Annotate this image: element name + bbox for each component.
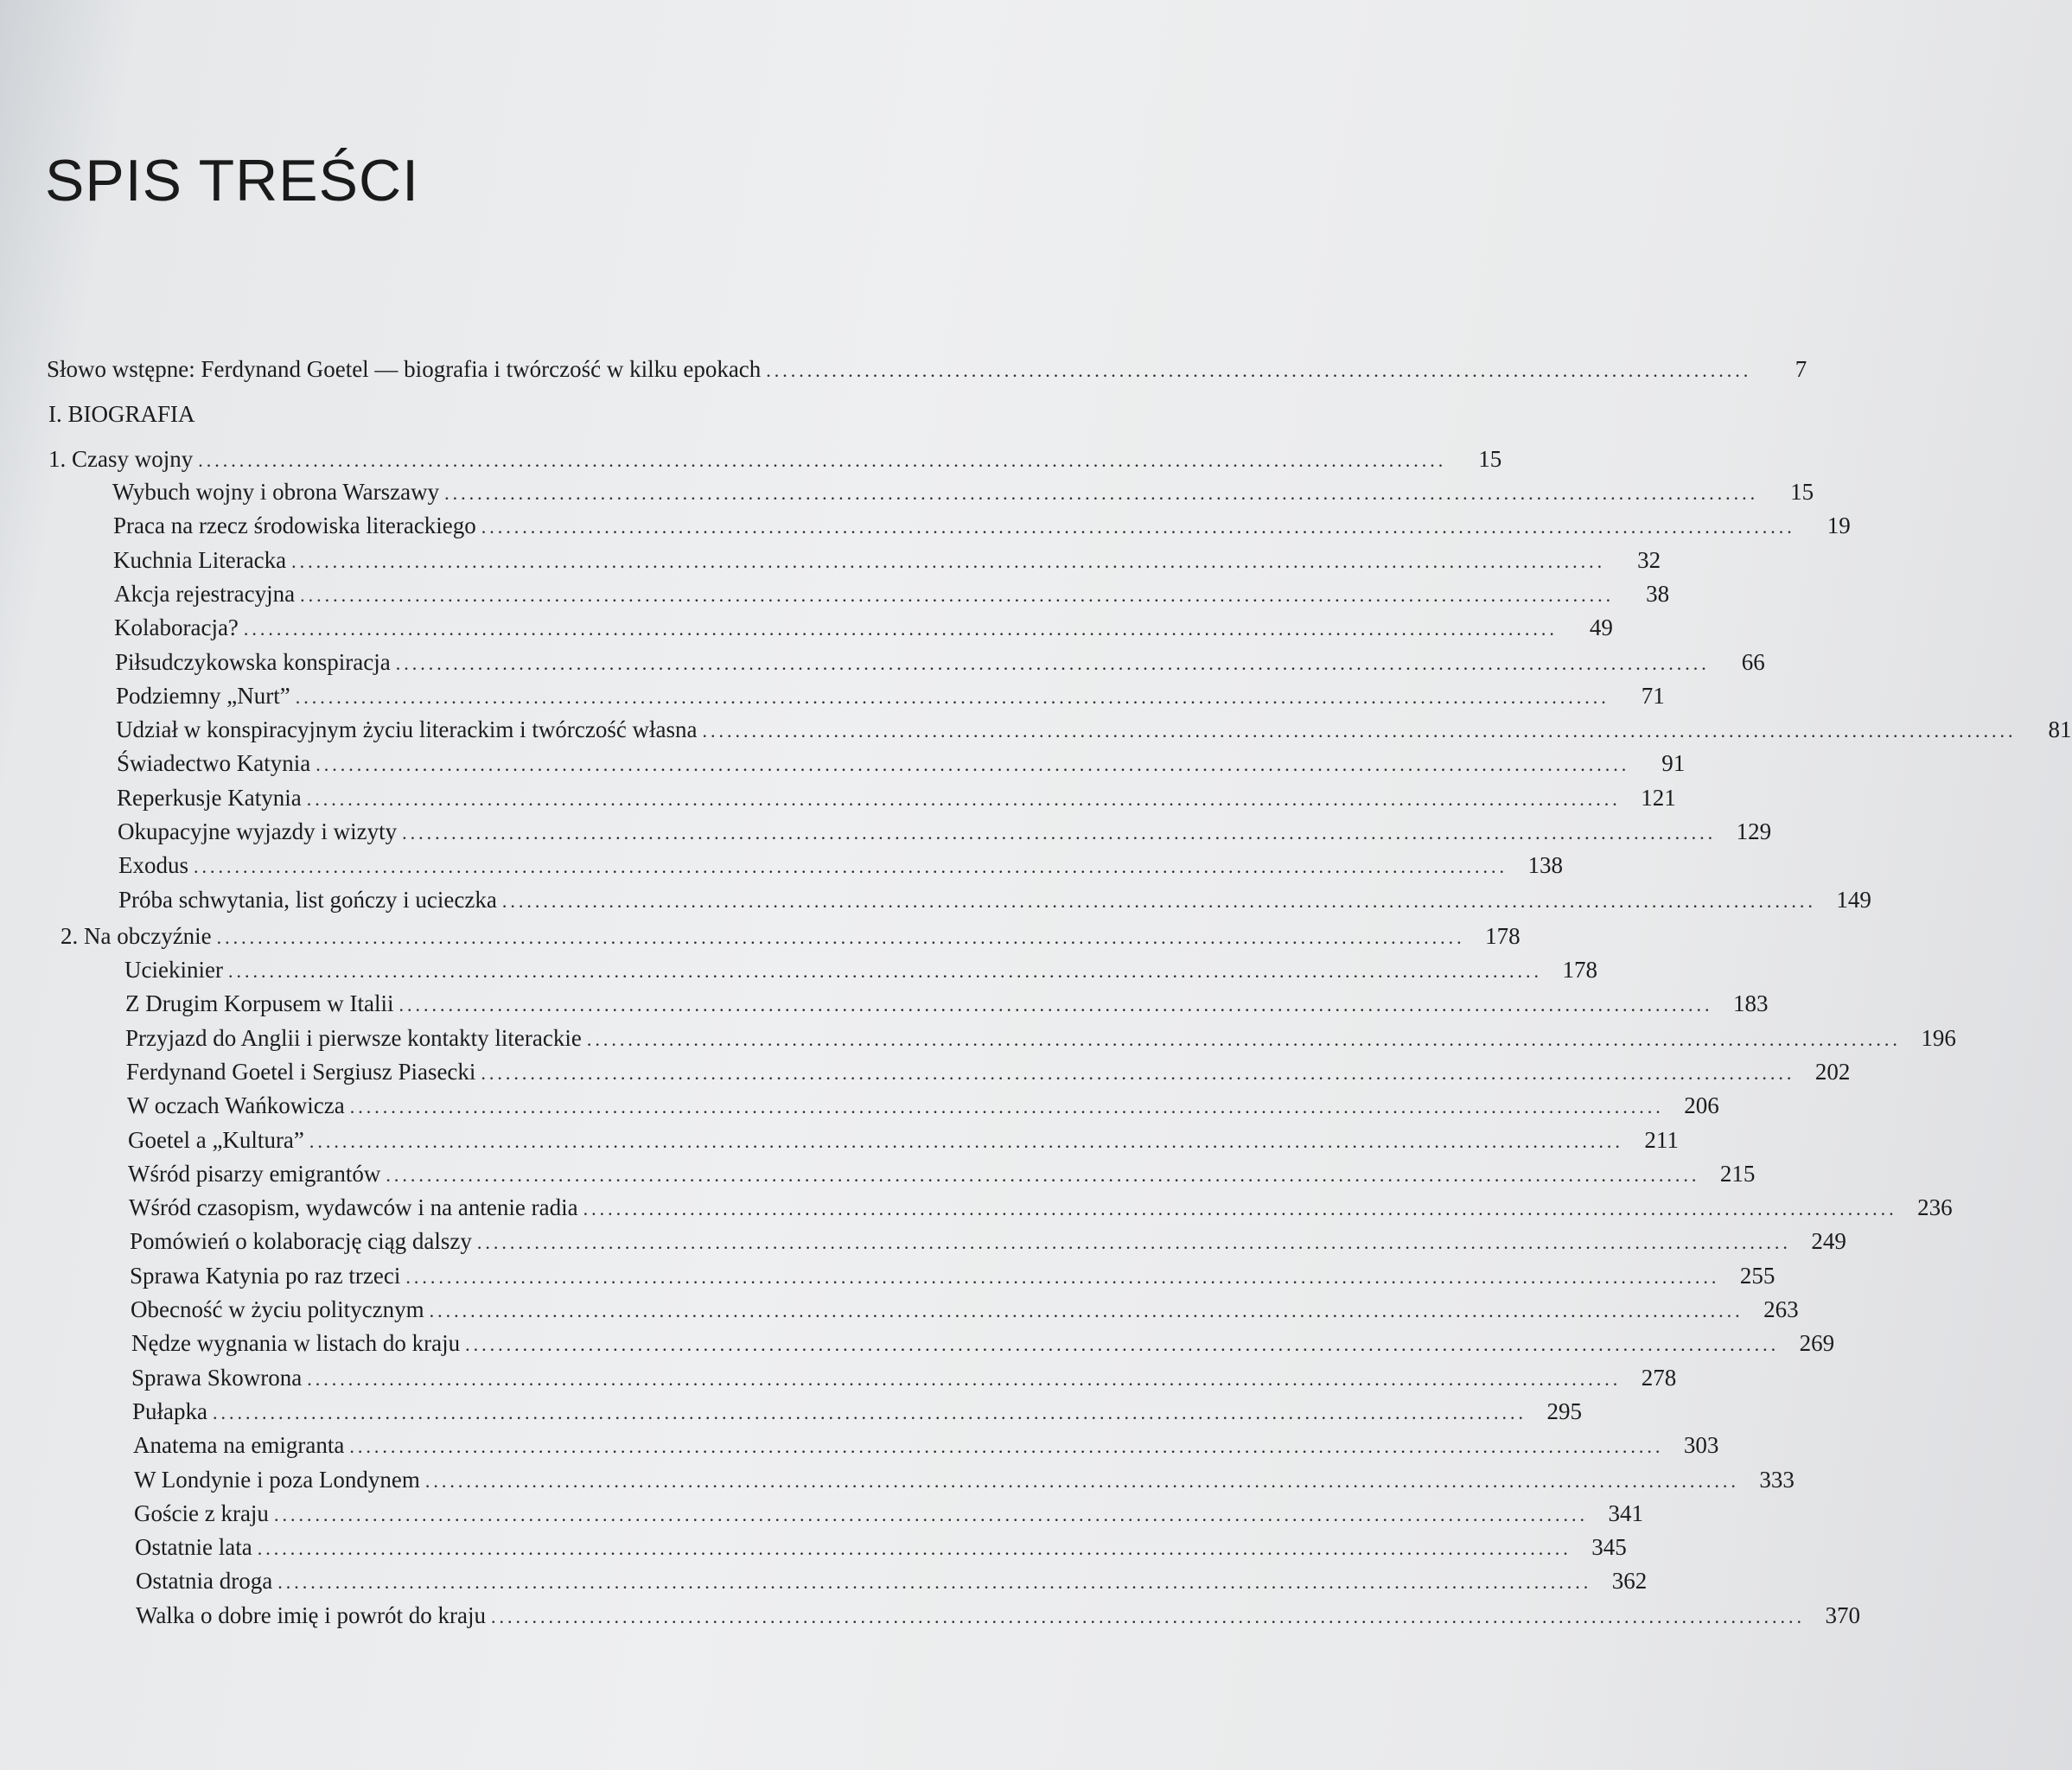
toc-entry [134, 1463, 1795, 1494]
toc-entry [113, 544, 1661, 575]
leader-dots: ................................................................................................................................................................ [583, 1198, 1897, 1219]
leader-dots: ................................................................................................................................................................ [405, 1266, 1720, 1288]
toc-entry-label: Goetel a „Kultura” [128, 1127, 304, 1153]
leader-dots: ................................................................................................................................................................ [295, 686, 1610, 708]
toc-page-number: 345 [1591, 1534, 1627, 1560]
leader-dots: ................................................................................................................................................................ [316, 754, 1630, 775]
leader-dots: ................................................................................................................................................................ [227, 960, 1542, 982]
toc-page-number: 71 [1641, 683, 1665, 709]
toc-entry [129, 1191, 1953, 1222]
toc-page-number: 32 [1637, 547, 1661, 573]
toc-page-number: 362 [1611, 1568, 1648, 1594]
toc-entry-label: Przyjazd do Anglii i pierwsze kontakty literackie [125, 1025, 582, 1051]
toc-page-number: 7 [1795, 356, 1807, 382]
leader-dots: ................................................................................................................................................................ [424, 1470, 1739, 1492]
toc-entry [126, 1055, 1851, 1086]
toc-page-number: 341 [1608, 1500, 1643, 1526]
toc-page-number: 295 [1546, 1398, 1582, 1424]
leader-dots: ................................................................................................................................................................ [386, 1164, 1700, 1186]
leader-dots: ................................................................................................................................................................ [291, 551, 1606, 572]
leader-dots: ................................................................................................................................................................ [702, 720, 2017, 742]
leader-dots: ................................................................................................................................................................ [501, 890, 1816, 912]
toc-entry-intro [47, 353, 1807, 384]
toc-page-number: 196 [1921, 1025, 1956, 1051]
toc-page-number: 183 [1732, 990, 1769, 1016]
toc-page-number: 81 [2048, 716, 2072, 742]
toc-entry [125, 1022, 1956, 1053]
toc-entry [133, 1429, 1719, 1460]
toc-page-number: 149 [1836, 887, 1871, 913]
toc-page-number: 269 [1799, 1330, 1835, 1356]
toc-entry-label: Kolaboracja? [114, 614, 239, 640]
toc-entry [136, 1564, 1648, 1595]
toc-entry-label: Kuchnia Literacka [113, 547, 287, 573]
toc-entry-label: Pułapka [132, 1398, 207, 1424]
toc-page-number: 38 [1646, 581, 1670, 607]
toc-entry [132, 1395, 1582, 1426]
toc-entry-label: Podziemny „Nurt” [116, 683, 290, 709]
leader-dots: ................................................................................................................................................................ [395, 653, 1710, 674]
toc-page-number: 129 [1736, 818, 1772, 844]
leader-dots: ................................................................................................................................................................ [586, 1028, 1901, 1050]
toc-entry-label: Sprawa Skowrona [131, 1365, 303, 1391]
toc-entry [130, 1259, 1776, 1290]
toc-chapter-1 [48, 442, 1502, 474]
toc-entry [118, 815, 1772, 846]
toc-entry [117, 747, 1686, 778]
toc-entry [131, 1327, 1835, 1358]
leader-dots: ........................................................................................................................................................ [216, 926, 1465, 948]
leader-dots: ................................................................................................................................................................ [429, 1300, 1744, 1321]
leader-dots: ........................................................................................................................ [766, 360, 1752, 381]
toc-entry [127, 1089, 1719, 1120]
toc-page-number: 49 [1589, 614, 1613, 640]
toc-entry-label: Sprawa Katynia po raz trzeci [130, 1263, 401, 1289]
toc-entry-label: 1. Czasy wojny [48, 446, 194, 472]
toc-entry [114, 611, 1613, 642]
toc-entry-label: Walka o dobre imię i powrót do kraju [136, 1602, 486, 1628]
toc-page-number: 15 [1790, 479, 1814, 505]
toc-entry [114, 577, 1670, 608]
toc-page-number: 249 [1811, 1228, 1846, 1254]
toc-page-number: 178 [1485, 923, 1521, 949]
toc-entry-label: Świadectwo Katynia [117, 750, 311, 776]
toc-entry-label: Pomówień o kolaborację ciąg dalszy [130, 1228, 472, 1254]
leader-dots: ................................................................................................................................................................ [213, 1402, 1527, 1423]
toc-page-number: 255 [1739, 1263, 1776, 1289]
toc-page-number: 15 [1478, 446, 1502, 472]
toc-page-number: 333 [1759, 1467, 1795, 1493]
toc-entry-label: Z Drugim Korpusem w Italii [125, 990, 394, 1016]
toc-page-number: 66 [1741, 649, 1765, 675]
toc-page-number: 206 [1684, 1092, 1719, 1118]
leader-dots: ................................................................................................................................................................ [349, 1436, 1664, 1457]
toc-entry [128, 1157, 1756, 1188]
toc-page-number: 370 [1825, 1602, 1860, 1628]
leader-dots: ................................................................................................................................................................ [300, 584, 1615, 606]
toc-entry [134, 1497, 1643, 1528]
toc-page-number: 215 [1719, 1161, 1756, 1187]
toc-page-number: 278 [1641, 1365, 1677, 1391]
toc-entry-label: Wybuch wojny i obrona Warszawy [112, 479, 440, 505]
toc-entry [113, 509, 1851, 540]
leader-dots: ................................................................................................................................................................ [277, 1571, 1592, 1593]
toc-entry [118, 849, 1563, 880]
toc-entry-label: Próba schwytania, list gończy i ucieczka [118, 887, 497, 913]
toc-entry-label: Anatema na emigranta [133, 1432, 345, 1458]
toc-entry-label: Goście z kraju [134, 1500, 269, 1526]
toc-entry-label: Wśród czasopism, wydawców i na antenie radia [129, 1194, 578, 1220]
leader-dots: ................................................................................................................................................................ [490, 1606, 1805, 1627]
leader-dots: ................................................................................................................................................................ [309, 1130, 1623, 1152]
toc-entry-label: Uciekinier [124, 957, 223, 983]
toc-entry [116, 713, 2072, 744]
toc-chapter-2 [61, 920, 1521, 951]
toc-entry-label: Exodus [118, 852, 188, 878]
toc-page-number: 263 [1763, 1296, 1799, 1322]
toc-entry [136, 1599, 1860, 1630]
toc-entry-label: Słowo wstępne: Ferdynand Goetel — biografia i twórczość w kilku epokach [47, 356, 762, 382]
toc-entry-label: Akcja rejestracyjna [114, 581, 296, 607]
toc-entry [115, 646, 1765, 677]
toc-entry [131, 1361, 1677, 1392]
leader-dots: ................................................................................................................................................................ [481, 516, 1795, 538]
leader-dots: ................................................................................................................................................................ [398, 994, 1713, 1016]
toc-entry [112, 475, 1814, 506]
toc-page-number: 236 [1917, 1194, 1953, 1220]
toc-entry-label: Wśród pisarzy emigrantów [128, 1161, 381, 1187]
toc-entry-label: Praca na rzecz środowiska literackiego [113, 513, 476, 538]
toc-entry-label: Udział w konspiracyjnym życiu literackim i twórczość własna [116, 716, 698, 742]
toc-page-number: 138 [1527, 852, 1563, 878]
toc-entry-label: Obecność w życiu politycznym [131, 1296, 424, 1322]
toc-entry-label: Ostatnia droga [136, 1568, 273, 1594]
toc-entry-label: Ostatnie lata [135, 1534, 252, 1560]
toc-entry-label: 2. Na obczyźnie [61, 923, 212, 949]
toc-entry [125, 987, 1769, 1018]
leader-dots: ................................................................................................................................................................ [481, 1062, 1795, 1084]
toc-page-number: 19 [1827, 513, 1851, 538]
toc-page-number: 121 [1641, 785, 1676, 811]
toc-entry-label: Ferdynand Goetel i Sergiusz Piasecki [126, 1059, 476, 1085]
leader-dots: ................................................................................................................................................................ [349, 1096, 1664, 1117]
toc-entry [117, 781, 1676, 812]
leader-dots: ................................................................................................................................................................ [444, 482, 1759, 504]
section-heading: I. BIOGRAFIA [48, 401, 195, 427]
toc-entry-label: Nędze wygnania w listach do kraju [131, 1330, 461, 1356]
toc-entry [116, 679, 1665, 710]
leader-dots: ........................................................................................................................................................ [198, 449, 1447, 471]
toc-entry-label: W oczach Wańkowicza [127, 1092, 345, 1118]
toc-entry-label: Reperkusje Katynia [117, 785, 302, 811]
toc-page-number: 91 [1661, 750, 1686, 776]
page-title: SPIS TREŚCI [45, 148, 419, 213]
leader-dots: ................................................................................................................................................................ [402, 822, 1717, 844]
toc-entry [118, 883, 1871, 914]
toc-entry [135, 1531, 1627, 1562]
toc-entry-label: Piłsudczykowska konspiracja [115, 649, 391, 675]
toc-entry-label: W Londynie i poza Londynem [134, 1467, 420, 1493]
leader-dots: ................................................................................................................................................................ [307, 1368, 1622, 1390]
toc-page-number: 202 [1814, 1059, 1851, 1085]
toc-entry [124, 953, 1597, 984]
toc-entry [130, 1225, 1846, 1256]
toc-page-number: 178 [1562, 957, 1597, 983]
leader-dots: ................................................................................................................................................................ [194, 856, 1508, 877]
toc-page-number: 211 [1644, 1127, 1679, 1153]
leader-dots: ................................................................................................................................................................ [476, 1232, 1791, 1253]
leader-dots: ................................................................................................................................................................ [273, 1504, 1588, 1525]
leader-dots: ................................................................................................................................................................ [306, 788, 1621, 810]
toc-entry-label: Okupacyjne wyjazdy i wizyty [118, 818, 398, 844]
leader-dots: ................................................................................................................................................................ [465, 1334, 1780, 1355]
leader-dots: ................................................................................................................................................................ [243, 618, 1558, 640]
toc-page-number: 303 [1683, 1432, 1719, 1458]
toc-entry [131, 1293, 1799, 1324]
toc-entry [128, 1124, 1679, 1155]
leader-dots: ................................................................................................................................................................ [257, 1538, 1572, 1559]
